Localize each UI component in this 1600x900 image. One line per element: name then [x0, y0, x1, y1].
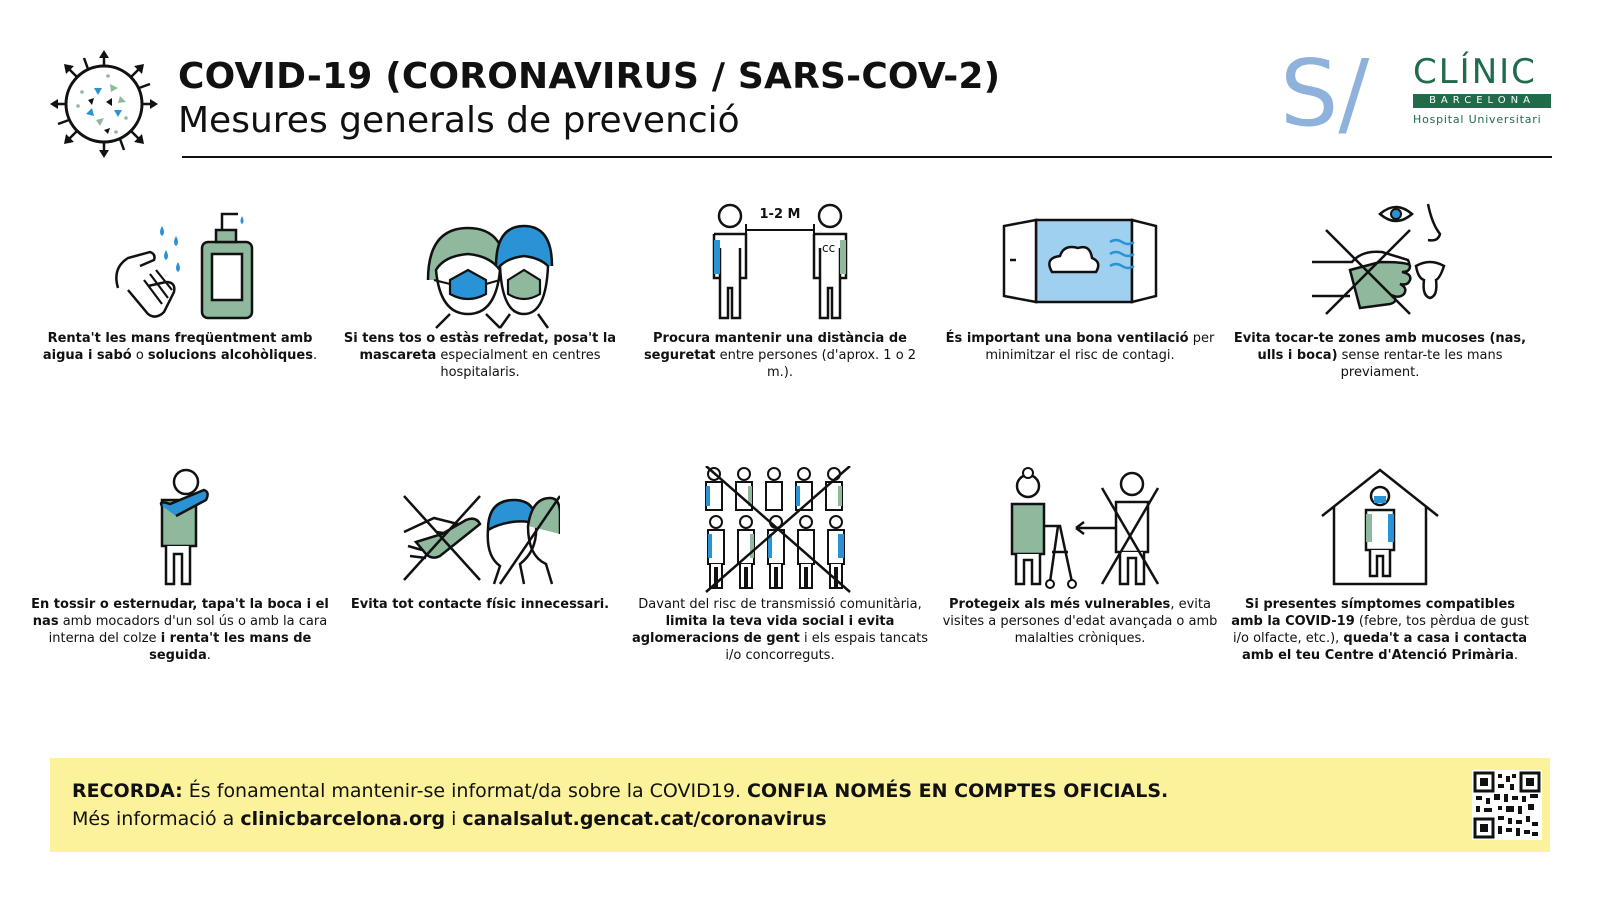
measure-caption: [930, 330, 1230, 364]
caption-emphasis: És important una bona ventilació: [945, 331, 1189, 346]
caption-emphasis: limita la teva vida social i evita aglomeracions de gent: [631, 614, 895, 646]
protect-vulnerable-icon: [1000, 466, 1160, 596]
caption-text: (febre, tos pèrdua de gust i/o olfacte, etc.),: [1233, 614, 1529, 646]
page-subtitle: Mesures generals de prevenció: [178, 100, 740, 141]
no-contact-icon: [400, 466, 560, 596]
caption-text: entre persones (d'aprox. 1 o 2 m.).: [715, 348, 917, 380]
header-divider: [182, 156, 1552, 158]
reminder-text: És fonamental mantenir-se informat/da sobre la COVID19.: [182, 780, 748, 802]
hospital-logo: [1280, 40, 1560, 147]
logo-city: BARCELONA: [1413, 94, 1551, 108]
caption-text: o: [131, 348, 148, 363]
caption-text: i els espais tancats i/o concorreguts.: [725, 631, 929, 663]
caption-emphasis: Si presentes símptomes compatibles amb la COVID-19: [1231, 597, 1516, 629]
cough-elbow-icon: [100, 466, 260, 596]
official-accounts-text: CONFIA NOMÉS EN COMPTES OFICIALS.: [747, 780, 1169, 802]
caption-text: amb mocadors d'un sol ús o amb la cara interna del colze: [48, 614, 328, 646]
measure-caption: [1230, 330, 1530, 381]
caption-emphasis: Protegeix als més vulnerables: [949, 597, 1171, 612]
caption-emphasis: solucions alcohòliques: [147, 348, 313, 363]
measure-caption: [630, 596, 930, 664]
reminder-banner: [50, 758, 1550, 852]
svg-text:cc: cc: [822, 241, 836, 255]
measure-caption: [1230, 596, 1530, 664]
wash-hands-icon: [100, 200, 260, 330]
caption-text: .: [206, 648, 211, 663]
logo-text: [1413, 54, 1553, 126]
measure-card: [1230, 466, 1530, 664]
reminder-label: RECORDA:: [72, 780, 183, 802]
measure-caption: [630, 330, 930, 381]
more-info-label: Més informació a: [72, 808, 241, 830]
caption-text: Davant del risc de transmissió comunitària,: [638, 597, 922, 612]
measure-caption: [930, 596, 1230, 647]
measure-card: [1230, 200, 1530, 381]
logo-mark: S/: [1280, 40, 1370, 147]
measure-card: [630, 200, 930, 381]
stay-home-icon: [1300, 466, 1460, 596]
caption-emphasis: i renta't les mans de seguida: [149, 631, 312, 663]
measure-card: [330, 200, 630, 381]
logo-name: CLÍNIC: [1413, 52, 1537, 92]
measure-card: [330, 466, 630, 613]
face-mask-icon: [400, 200, 560, 330]
ventilation-icon: [1000, 200, 1160, 330]
caption-text: .: [312, 348, 318, 363]
caption-text: sense rentar-te les mans previament.: [1337, 348, 1503, 380]
measure-caption: [330, 330, 630, 381]
virus-icon: [48, 48, 160, 160]
more-info-line: [72, 808, 827, 830]
no-touch-face-icon: [1300, 200, 1460, 330]
clinic-link[interactable]: clinicbarcelona.org: [240, 808, 446, 830]
measure-card: [930, 200, 1230, 364]
caption-emphasis: Evita tocar-te zones amb mucoses (nas, ulls i boca): [1233, 331, 1527, 363]
social-distance-icon: [700, 200, 860, 330]
measure-caption: [330, 596, 630, 613]
caption-emphasis: Si tens tos o estàs refredat, posa't la mascareta: [343, 331, 617, 363]
measure-card: [630, 466, 930, 664]
caption-emphasis: Renta't les mans freqüentment amb aigua i sabó: [42, 331, 313, 363]
caption-text: per minimitzar el risc de contagi.: [985, 331, 1215, 363]
caption-text: , evita visites a persones d'edat avançada o amb malalties cròniques.: [942, 597, 1218, 646]
caption-text: especialment en centres hospitalaris.: [436, 348, 601, 380]
caption-emphasis: Procura mantenir una distància de seguretat: [643, 331, 907, 363]
measure-card: [930, 466, 1230, 647]
no-crowds-icon: [700, 466, 860, 596]
page-title: COVID-19 (CORONAVIRUS / SARS-COV-2): [178, 56, 1001, 97]
measure-caption: [30, 330, 330, 364]
reminder-line: [72, 780, 1168, 802]
caption-text: .: [1513, 648, 1519, 663]
canalsalut-link[interactable]: canalsalut.gencat.cat/coronavirus: [462, 808, 827, 830]
qr-code-icon[interactable]: [1472, 770, 1542, 840]
caption-emphasis: En tossir o esternudar, tapa't la boca i el nas: [31, 597, 329, 629]
caption-emphasis: Evita tot contacte físic innecessari.: [350, 597, 610, 612]
link-separator: i: [445, 808, 463, 830]
measure-caption: [30, 596, 330, 664]
measure-card: [30, 200, 330, 364]
distance-label: 1-2 M: [759, 207, 801, 222]
logo-tagline: Hospital Universitari: [1413, 113, 1542, 126]
measure-card: [30, 466, 330, 664]
caption-emphasis: queda't a casa i contacta amb el teu Centre d'Atenció Primària: [1241, 631, 1527, 663]
